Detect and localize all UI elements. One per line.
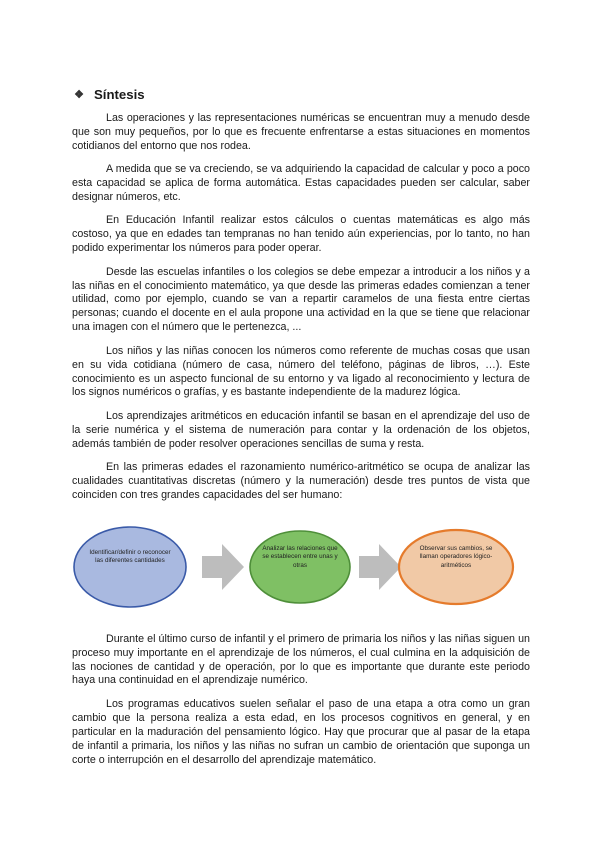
- paragraph: Los aprendizajes aritméticos en educación infantil se basan en el aprendizaje del uso de la serie numérica y el sistema de numeración para contar y la ordenación de los objetos, además también de poder resolver operaciones sencillas de suma y resta.: [72, 409, 530, 450]
- arrow-right-icon: [359, 544, 401, 590]
- paragraph: Los programas educativos suelen señalar el paso de una etapa a otra como un gran cambio que la persona realiza a esta edad, en los procesos cognitivos en general, y en particular en la maduración del pensamiento lógico. Hay que procurar que al pasar de la etapa de infantil a primaria, los niños y las niñas no sufran un cambio de orientación que suponga un corte o interrupción en el desarrollo del aprendizaje matemático.: [72, 697, 530, 766]
- node-ellipse-identificar: [74, 527, 186, 607]
- node-label-analizar: Analizar las relaciones que se establecen entre unas y otras: [262, 544, 338, 569]
- node-label-observar: Observar sus cambios, se llaman operadores lógico-aritméticos: [419, 544, 493, 569]
- paragraph: Las operaciones y las representaciones numéricas se encuentran muy a menudo desde que son muy pequeños, por lo que es frecuente enfrentarse a estas situaciones en momentos cotidianos del entorno que nos rodea.: [72, 112, 530, 152]
- paragraph: Los niños y las niñas conocen los números como referente de muchas cosas que usan en su vida cotidiana (número de casa, número del teléfono, páginas de libros, …). Este conocimiento es un aspecto funcional de su entorno y va ligado al reconocimiento y lectura de los signos numéricos o grafías, y es bastante independiente de la madurez lógica.: [72, 344, 530, 399]
- paragraph: A medida que se va creciendo, se va adquiriendo la capacidad de calcular y poco a poco esta capacidad se aplica de forma automática. Estas capacidades pueden ser calcular, saber designar números, etc.: [72, 163, 530, 204]
- paragraph: En Educación Infantil realizar estos cálculos o cuentas matemáticas es algo más costoso, ya que en edades tan tempranas no han tenido aún experiencias, por lo tanto, no han podido experimentar los números para poder operar.: [72, 214, 530, 255]
- node-label-identificar: Identificar/definir o reconocer las diferentes cantidades: [89, 548, 171, 565]
- paragraph: En las primeras edades el razonamiento numérico-aritmético se ocupa de analizar las cualidades cuantitativas discretas (número y la numeración) desde tres puntos de vista que coinciden con tres grandes capacidades del ser humano:: [72, 461, 530, 501]
- process-diagram: [72, 519, 530, 615]
- paragraph: Durante el último curso de infantil y el primero de primaria los niños y las niñas siguen un proceso muy importante en el aprendizaje de los números, el cual culmina en la adquisición de las nociones de cantidad y de operación, por lo que es importante que durante este periodo haya una continuidad en el aprendizaje numérico.: [72, 632, 530, 687]
- section-title: Síntesis: [94, 87, 145, 102]
- diamond-bullet-icon: ❖: [74, 89, 84, 101]
- document-page: [72, 86, 530, 777]
- arrow-right-icon: [202, 544, 244, 590]
- section-heading: [72, 86, 530, 104]
- paragraph: Desde las escuelas infantiles o los colegios se debe empezar a introducir a los niños y a las niñas en el conocimiento matemático, ya que desde las primeras edades comienzan a tener utilidad, como por ejemplo, cuando se van a repartir caramelos de una fiesta entre ciertas personas; cuando el docente en el aula propone una actividad en la que se tiene que relacionar una imagen con el número que le pertenezca, ...: [72, 265, 530, 334]
